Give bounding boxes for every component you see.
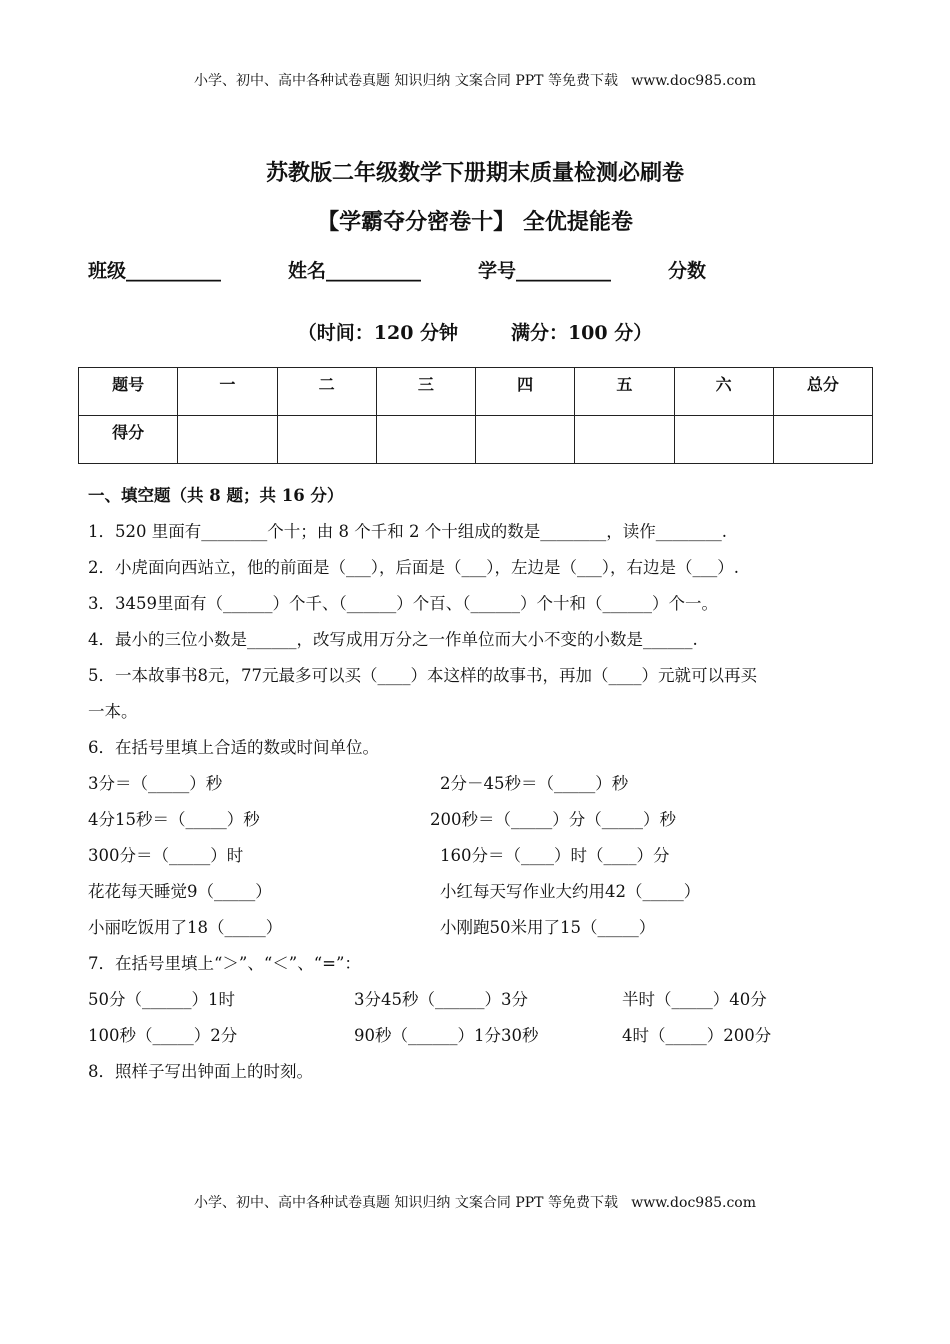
question-1: 1．520 里面有________个十；由 8 个千和 2 个十组成的数是________，读作________. <box>88 522 727 541</box>
q7-item: 100秒（_____）2分 <box>88 1026 238 1045</box>
q7-item: 半时（_____）40分 <box>622 990 767 1009</box>
table-header: 六 <box>674 368 773 416</box>
q6-item: 小刚跑50米用了15（_____） <box>440 918 656 937</box>
table-header: 一 <box>178 368 277 416</box>
question-7: 7．在括号里填上“＞”、“＜”、“=”： <box>88 954 361 973</box>
question-5-cont: 一本。 <box>88 702 138 721</box>
table-header: 题号 <box>79 368 178 416</box>
score-cell <box>674 416 773 464</box>
question-2: 2．小虎面向西站立，他的前面是（___），后面是（___），左边是（___），右边是（___）. <box>88 558 739 577</box>
q7-item: 3分45秒（______）3分 <box>354 990 528 1009</box>
student-id-field: 学号__________ <box>478 260 612 282</box>
row-label: 得分 <box>79 416 178 464</box>
q6-item: 小红每天写作业大约用42（_____） <box>440 882 701 901</box>
question-6: 6．在括号里填上合适的数或时间单位。 <box>88 738 379 757</box>
table-row <box>79 368 873 416</box>
question-5: 5．一本故事书8元，77元最多可以买（____）本这样的故事书，再加（____）元就可以再买 <box>88 666 757 685</box>
table-header: 三 <box>376 368 475 416</box>
q7-item: 90秒（______）1分30秒 <box>354 1026 539 1045</box>
q6-item: 160分＝（____）时（____）分 <box>440 846 670 865</box>
table-header: 二 <box>277 368 376 416</box>
score-cell <box>773 416 872 464</box>
q6-item: 4分15秒＝（_____）秒 <box>88 810 260 829</box>
class-field: 班级__________ <box>88 260 222 282</box>
exam-time: （时间：120 分钟 满分：100 分） <box>297 322 653 344</box>
page-footer: 小学、初中、高中各种试卷真题 知识归纳 文案合同 PPT 等免费下载 www.doc985.com <box>193 1195 756 1211</box>
page-header: 小学、初中、高中各种试卷真题 知识归纳 文案合同 PPT 等免费下载 www.doc985.com <box>193 73 756 89</box>
score-cell <box>575 416 674 464</box>
page-title: 苏教版二年级数学下册期末质量检测必刷卷 <box>265 160 684 186</box>
table-header: 五 <box>575 368 674 416</box>
q7-item: 4时（_____）200分 <box>622 1026 772 1045</box>
table-header: 四 <box>476 368 575 416</box>
page-subtitle: 【学霸夺分密卷十】 全优提能卷 <box>317 209 633 235</box>
question-3: 3．3459里面有（______）个千、（______）个百、（______）个十和（______）个一。 <box>88 594 718 613</box>
q6-item: 2分－45秒＝（_____）秒 <box>440 774 629 793</box>
score-cell <box>376 416 475 464</box>
table-header: 总分 <box>773 368 872 416</box>
score-cell <box>178 416 277 464</box>
q6-item: 花花每天睡觉9（_____） <box>88 882 272 901</box>
score-cell <box>277 416 376 464</box>
section-heading: 一、填空题（共 8 题；共 16 分） <box>88 486 344 505</box>
name-field: 姓名__________ <box>288 260 422 282</box>
score-table <box>78 367 873 464</box>
q6-item: 3分＝（_____）秒 <box>88 774 223 793</box>
q6-item: 200秒＝（_____）分（_____）秒 <box>430 810 676 829</box>
question-8: 8．照样子写出钟面上的时刻。 <box>88 1062 313 1081</box>
table-row <box>79 416 873 464</box>
question-4: 4．最小的三位小数是______，改写成用万分之一作单位而大小不变的小数是______. <box>88 630 698 649</box>
q7-item: 50分（______）1时 <box>88 990 235 1009</box>
score-cell <box>476 416 575 464</box>
q6-item: 小丽吃饭用了18（_____） <box>88 918 283 937</box>
q6-item: 300分＝（_____）时 <box>88 846 244 865</box>
score-field: 分数 <box>668 260 707 282</box>
